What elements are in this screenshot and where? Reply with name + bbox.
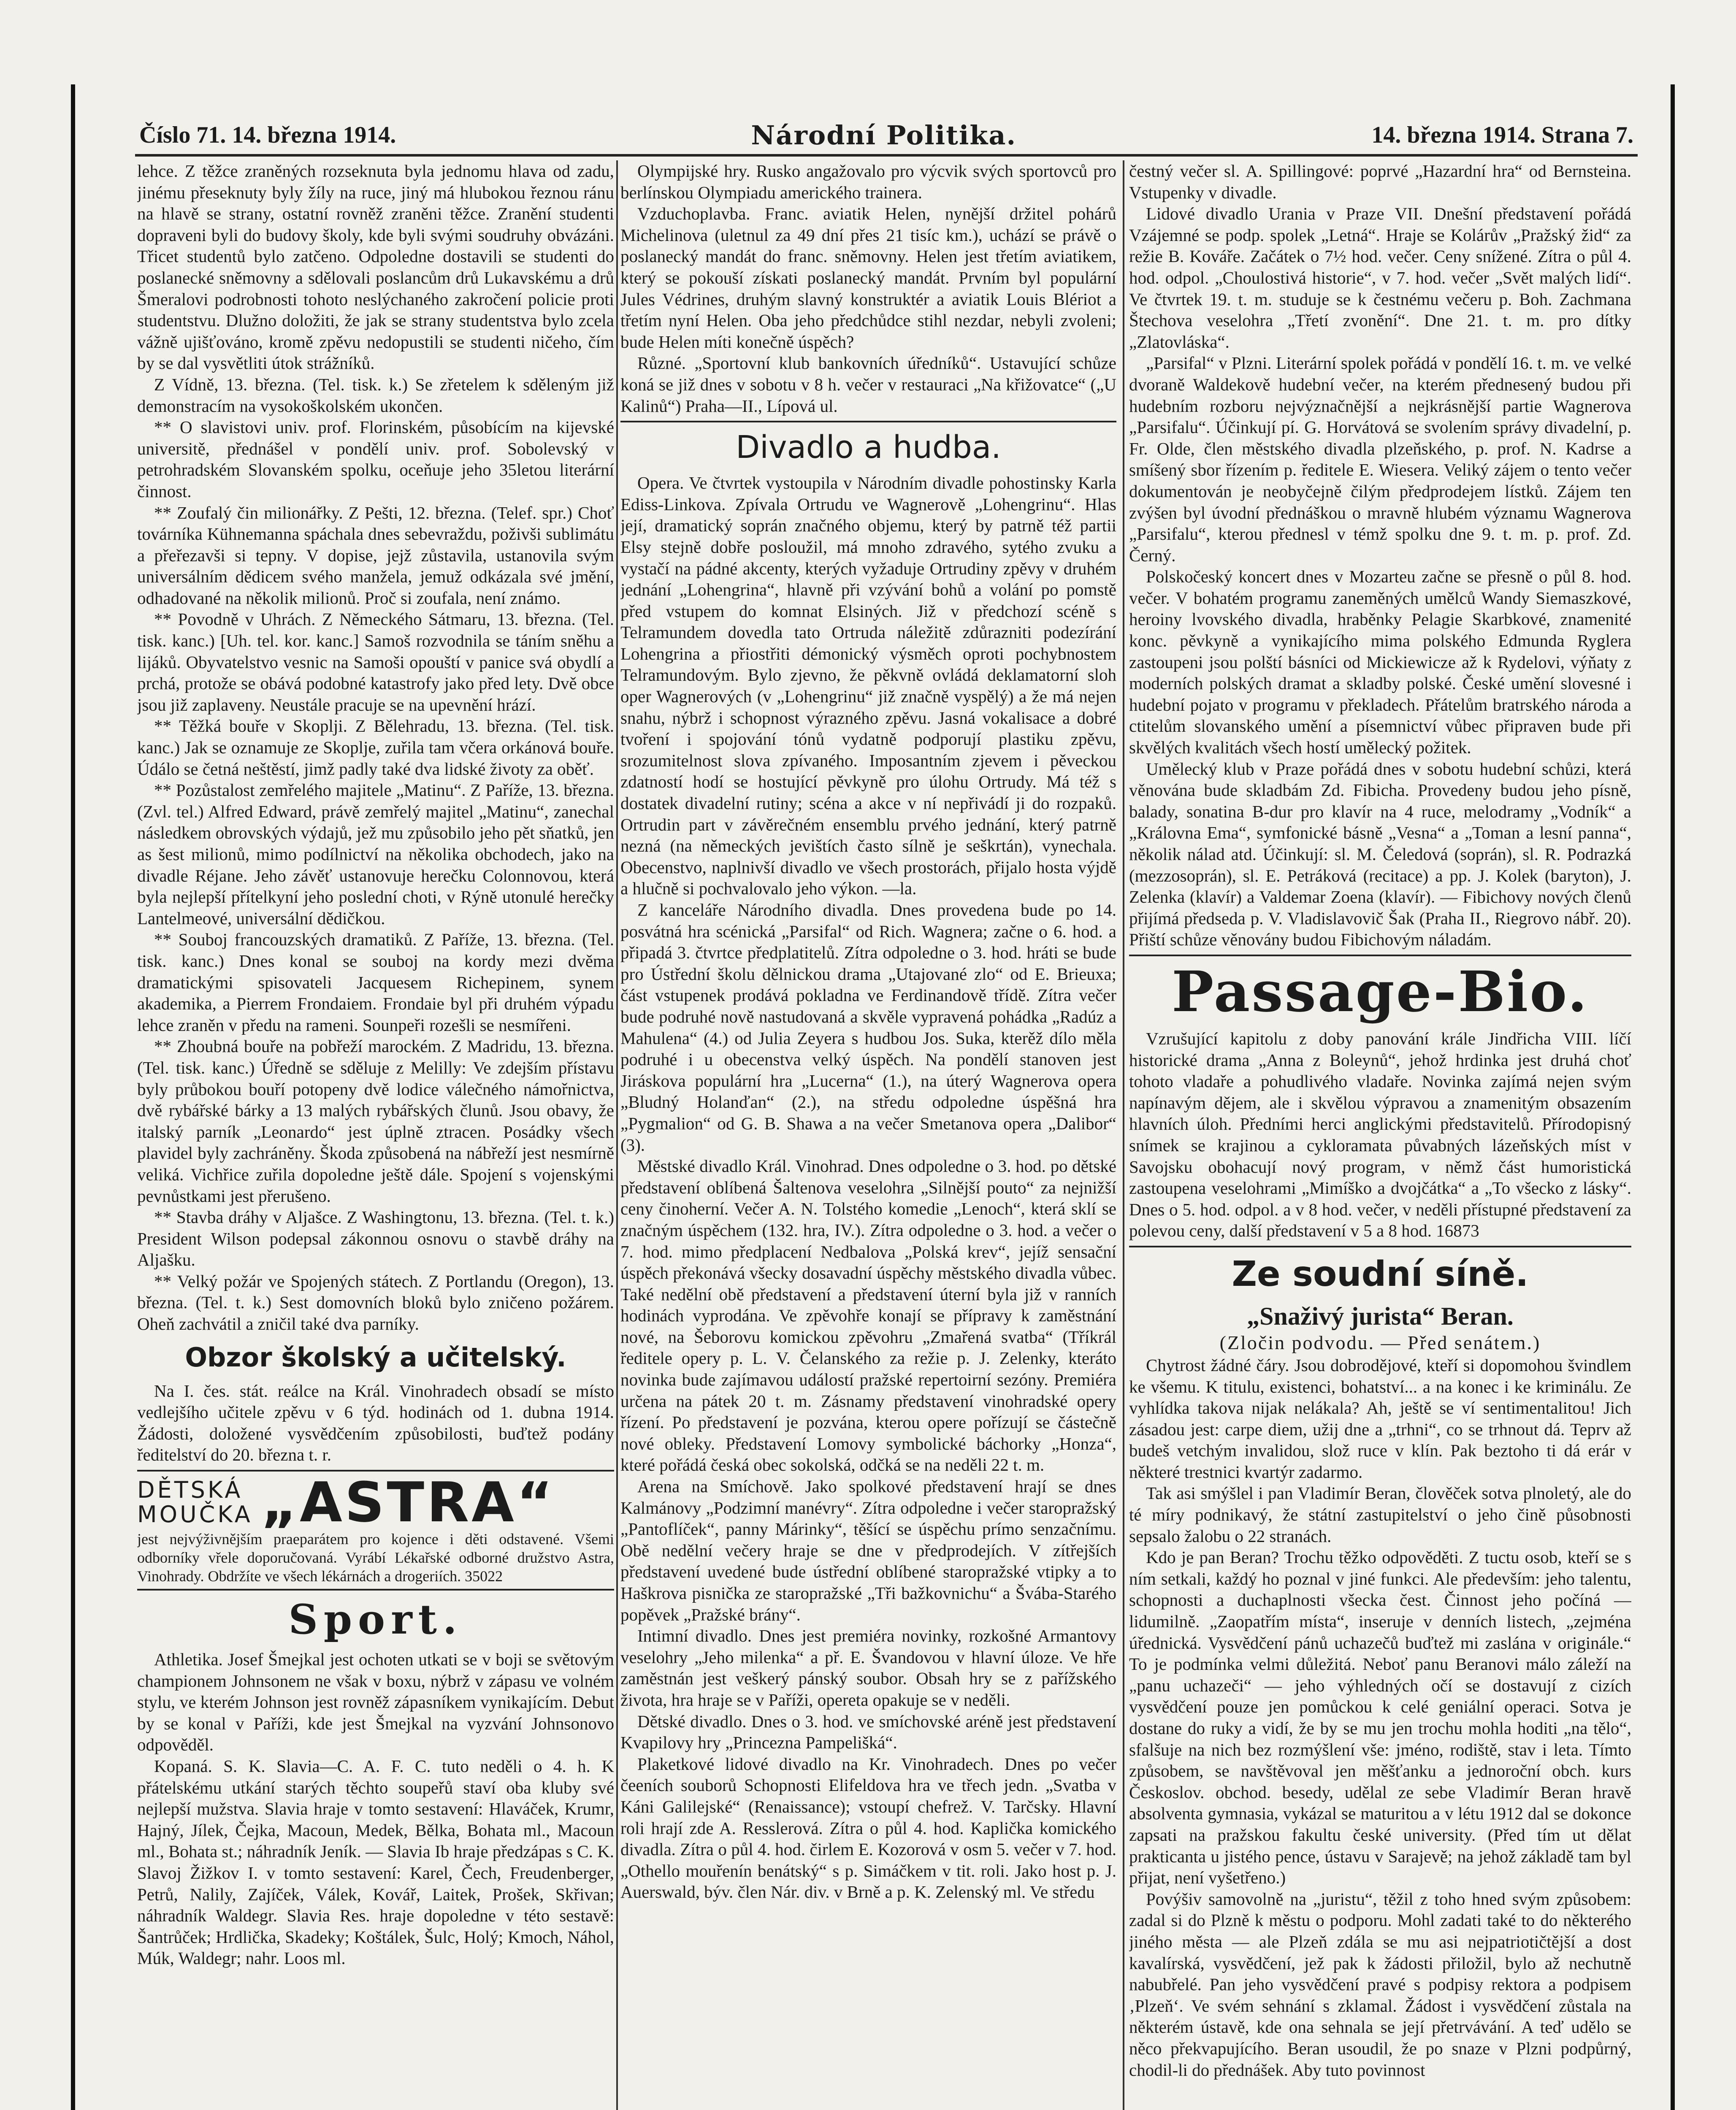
- news-item: Z kanceláře Národního divadla. Dnes provedena bude po 14. posvátná hra scénická „Parsifal“ od Rich. Wagnera; začne o 6. hod. a připadá 3. čtvrtce předplatitelů. Zítra odpoledne o 3. hod. hráti se bude pro Ústřední školu dělnickou drama „Utajované zlo“ od E. Brieuxa; část vstupenek prodává pokladna ve Ferdinandově třídě. Zítra večer bude podruhé nově nastudovaná a skvěle vypravená pohádka „Radúz a Mahulena“ (4.) od Julia Zeyera s hudbou Jos. Suka, kterěž dílo měla podruhé i u obecenstva velký úspěch. Na pondělí stanoven jest Jiráskova populární hra „Lucerna“ (1.), na úterý Wagnerova opera „Bludný Holanďan“ (2.), na středu odpoledne úspěšná hra „Pygmalion“ od G. B. Shawa a na večer Smetanova opera „Dalibor“ (3).: [620, 900, 1116, 1155]
- news-item: Athletika. Josef Šmejkal jest ochoten utkati se v boji se světovým championem Johnsonem ne však v boxu, nýbrž v zápasu ve volném stylu, ve kterém Johnson jest rovněž zápasníkem vynikajícím. Debut by se konal v Paříži, kde jest Šmejkal na vyzvání Johnsonovo odpověděl.: [137, 1650, 614, 1755]
- news-item: Kopaná. S. K. Slavia—C. A. F. C. tuto neděli o 4. h. K přátelskému utkání starých těchto soupeřů staví oba kluby své nejlepší mužstva. Slavia hraje v tomto sestavení: Hlaváček, Krumr, Hajný, Jílek, Čejka, Macoun, Medek, Bělka, Bohata ml., Macoun ml., Bohata st.; náhradník Jeník. — Slavia Ib hraje předzápas s C. K. Slavoj Žižkov I. v tomto sestavení: Karel, Čech, Freudenberger, Petrů, Nalily, Zajíček, Válek, Kovář, Laitek, Prošek, Skřivan; náhradník Waldegr. Slavia Res. hraje dopoledne v této sestavě: Šantrůček; Hrdlička, Skadeky; Koštálek, Šulc, Holý; Kmoch, Náhol, Múk, Waldegr; nahr. Loos ml.: [137, 1756, 614, 1968]
- news-item: Polskočeský koncert dnes v Mozarteu začne se přesně o půl 8. hod. večer. V bohatém programu zaneměných umělců Wandy Siemaszkové, heroiny lvovského divadla, hraběnky Pelagie Skarbkové, znamenité konc. pěvkyně a vynikajícího mima polského Edmunda Ryglera zastoupeni jsou polští básníci od Mickiewicze až k Rydelovi, výňaty z moderních polských dramat a skladby polské. České umění slovesné i hudební pojato v programu v překladech. Přátelům bratrského národa a ctitelům slovanského umění a písemnictví vůbec připraven bude při skvělých kvalitách všech hostí umělecký požitek.: [1129, 567, 1631, 757]
- ad-description: jest nejvýživnějším praeparátem pro kojence i děti odstavené. Všemi odborníky vřele doporučovaná. Vyrábí Lékařské odborné družstvo Astra, Vinohrady. Obdržíte ve všech lékárnách a drogeriích. 35022: [137, 1531, 614, 1585]
- ad-label: [137, 1478, 253, 1527]
- news-item: ** Povodně v Uhrách. Z Německého Sátmaru, 13. března. (Tel. tisk. kanc.) [Uh. tel. kor. kanc.] Samoš rozvodnila se táním sněhu a lijáků. Obyvatelstvo vesnic na Samoši opouští v panice svá obydlí a prchá, protože se obává podobné katastrofy jako před lety. Dvě obce jsou již zaplaveny. Neustále pracuje se na upevnění hrází.: [137, 609, 614, 714]
- masthead: [139, 116, 1633, 154]
- news-item: čestný večer sl. A. Spillingové: poprvé „Hazardní hra“ od Bernsteina. Vstupenky v divadle.: [1129, 161, 1631, 202]
- news-item: ** Zoufalý čin milionářky. Z Pešti, 12. března. (Telef. spr.) Choť továrníka Kühnemanna spáchala dnes sebevraždu, poživši sublimátu a přeřezavši si tepny. V dopise, jejž zůstavila, ustanovila svým universálním dědicem svého manžela, jemuž odkázala své jmění, odhadované na několik milionů. Proč si zoufala, není známo.: [137, 503, 614, 608]
- news-item: Lidové divadlo Urania v Praze VII. Dnešní představení pořádá Vzájemné se podp. spolek „Letná“. Hraje se Kolárův „Pražský žid“ za režie B. Kováře. Začátek o 7½ hod. večer. Ceny snížené. Zítra o půl 4. hod. odpol. „Choulostivá historie“, v 7. hod. večer „Svět malých lidí“. Ve čtvrtek 19. t. m. studuje se k čestnému večeru p. Boh. Zachmana Štechova veselohra „Třetí zvonění“. Dne 21. t. m. pro dítky „Zlatovláska“.: [1129, 204, 1631, 352]
- article-text: Chytrost žádné čáry. Jsou dobrodějové, kteří si dopomohou švindlem ke všemu. K titulu, existenci, bohatství... a na konec i ke kriminálu. Ze vyhlídka takova nijak nelákala? Ah, ještě se ví sentimentalitou! Jich zásadou jest: carpe diem, užij dne a „trhni“, co se trhnout dá. Teprv až budeš vetchým invalidou, slož ruce v klín. Pak beztoho ti dá erár v některé trestnici kvartýr zadarmo.: [1129, 1355, 1631, 1482]
- ad-label-line: DĚTSKÁ: [137, 1477, 243, 1504]
- news-item: Umělecký klub v Praze pořádá dnes v sobotu hudební schůzi, která věnována bude skladbám Zd. Fibicha. Provedeny budou jeho písně, balady, sonatina B-dur pro klavír na 4 ruce, melodramy „Vodník“ a „Královna Ema“, symfonické básně „Vesna“ a „Toman a lesní panna“, několik nálad atd. Účinkují: sl. M. Čeledová (soprán), sl. R. Podrazká (mezzosoprán), sl. E. Petráková (recitace) a pp. J. Kolek (baryton), J. Zelenka (klavír) a Valdemar Zoena (klavír). — Fibichovy nových členů přijímá předseda p. V. Vladislavovič Šak (Praha II., Riegrovo nábř. 20). Přiští schůze věnovány budou Fibichovým náladám.: [1129, 759, 1631, 950]
- section-heading: Obzor školský a učitelský.: [185, 1342, 566, 1373]
- article-subheadline: (Zločin podvodu. — Před senátem.): [1219, 1331, 1541, 1353]
- masthead-rule: [135, 154, 1638, 157]
- divider: [1129, 1246, 1631, 1247]
- news-item: Intimní divadlo. Dnes jest premiéra novinky, rozkošné Armantovy veselohry „Jeho milenka“ a př. E. Švandovou v hlavní úloze. Ve hře zaměstnán jest veškerý pánský soubor. Obsah hry se z pařížského života, hra hraje se v Paříži, opereta opakuje se v neděli.: [620, 1626, 1116, 1710]
- news-item: ** Souboj francouzských dramatiků. Z Paříže, 13. března. (Tel. tisk. kanc.) Dnes konal se souboj na kordy mezi dvěma dramatickými spisovateli Jacquesem Richepinem, synem akademika, a Pierrem Frondaiem. Frondaie byl při druhém výpadu lehce zraněn v předu na rameni. Sounpeři rozešli se nesmířeni.: [137, 930, 614, 1035]
- news-item: Na I. čes. stát. reálce na Král. Vinohradech obsadí se místo vedlejšího učitele zpěvu v 6 týd. hodinách od 1. dubna 1914. Žádosti, doložené vysvědčením způsobilosti, buďtež podány ředitelství do 20. března t. r.: [137, 1381, 614, 1465]
- column-3: [1129, 160, 1631, 2110]
- column-rule: [616, 160, 618, 2110]
- news-item: Dětské divadlo. Dnes o 3. hod. ve smíchovské aréně jest představení Kvapilovy hry „Princezna Pampelišká“.: [620, 1711, 1116, 1753]
- ad-brand: „ASTRA“: [261, 1470, 555, 1535]
- issue-number: Číslo 71. 14. března 1914.: [139, 122, 396, 148]
- article-text: Tak asi smýšlel i pan Vladimír Beran, člověček sotva plnoletý, ale do té míry podnikavý, že státní zastupitelství o jeho čině působnosti sepsalo žalobu o 22 stranách.: [1129, 1483, 1631, 1546]
- news-item: ** O slavistovi univ. prof. Florinském, působícím na kijevské universitě, přednášel v pondělí univ. prof. Sobolevský v petrohradském Slovanském spolku, oceňuje jeho 35letou literární činnost.: [137, 417, 614, 501]
- article-headline: „Snaživý jurista“ Beran.: [1247, 1302, 1514, 1330]
- article-text: Povýšiv samovolně na „juristu“, těžil z toho hned svým způsobem: zadal si do Plzně k městu o podporu. Mohl zadati také to do některého jiného města — ale Plzeň zdála se mu asi nejpatriotičtější a dost kavalírská, vysvědčení, jež pak k žádosti přiložil, bylo až nechutně nabubřelé. Pan jeho vysvědčení pravé s podpisy rektora a podpisem ‚Plzeň‘. Ve svém sehnání s zklamal. Žádost i vysvědčení zůstala na některém ústavě, kde ona sehnala se její přetrvávání. A teď udělo se něco překvapujícího. Beran usoudil, že po snaze v Plzni podpůrný, chodil-li do přednášek. Aby tuto povinnost: [1129, 1889, 1631, 2080]
- column-rule: [1123, 160, 1124, 2110]
- news-item: Různé. „Sportovní klub bankovních úředníků“. Ustavující schůze koná se již dnes v sobotu v 8 h. večer v restauraci „Na křižovatce“ („U Kalinů“) Praha—II., Lípová ul.: [620, 353, 1116, 416]
- article-text: lehce. Z těžce zraněných rozseknuta byla jednomu hlava od zadu, jinému přeseknuty byly žíly na ruce, jiný má hlubokou řeznou ránu na hlavě se strany, ostatní rovněž zraněni těžce. Zranění studenti dopraveni byli do budovy školy, kde byli svými soudruhy obvázáni. Třicet studentů bylo zatčeno. Odpoledne dostavili se studenti do poslanecké sněmovny a sdělovali poslancům drů Lukavskému a drů Šmeralovi podrobnosti tohoto neslýchaného zakročení policie proti studentstvu. Dlužno doložiti, že jak se strany studentstva bylo zcela vážně ujišťováno, kromě zpěvu nedopustili se studenti ničeho, čím by se dal vysvětliti útok strážníků.: [137, 161, 614, 373]
- issue-date-page: 14. března 1914. Strana 7.: [1371, 122, 1633, 148]
- section-heading: Divadlo a hudba.: [736, 429, 1001, 466]
- divider: [620, 421, 1116, 422]
- article-text: Kdo je pan Beran? Trochu těžko odpověděti. Z tuctu osob, kteří se s ním setkali, každý ho poznal v jiné funkci. Ale především: jeho talentu, schopnosti a duchaplnosti všecka čest. Činnost jeho počíná — lidumilně. „Zaopatřím místa“, inseruje v denních listech, „zejména úřednická. Vysvědčení pánů uchazečů buďtež mi zaslána v originále.“ To je podmínka velmi důležitá. Neboť panu Beranovi málo záleží na „panu uchazeči“ — jeho výhledných očí se dostavují z cizích vysvědčení pouze jen pomůckou k celé geniální operaci. Sotva je dostane do ruky a vidí, že by se mu jen trochu mohla hoditi „na tělo“, sfalšuje na nich bez rozmýšlení vše: jméno, rodiště, stav i leta. Tímto způsobem, se navštěvoval jen měšťanku a jednoroční obch. kurs Českoslov. obchod. besedy, udělal ze sebe Vladimír Beran hravě absolventa gymnasia, vykázal se maturitou a v létu 1912 dal se dokonce zapsati na pražskou fakultu české university. (Před tím ut dělat prakticanta u jistého pence, ústavu v Sarajevě; na jehož základě tam byl přijat, není vyšetřeno.): [1129, 1547, 1631, 1888]
- news-item: Olympijské hry. Rusko angažovalo pro výcvik svých sportovců pro berlínskou Olympiadu amerického trainera.: [620, 161, 1116, 202]
- section-heading: Ze soudní síně.: [1232, 1254, 1529, 1294]
- news-item: ** Pozůstalost zemřelého majitele „Matinu“. Z Paříže, 13. března. (Zvl. tel.) Alfred Edward, právě zemřelý majitel „Matinu“, zanechal následkem obrovských výdajů, jež mu způsobilo jeho pět sňatků, jen as šest milionů, mimo podílnictví na několika obchodech, jako na divadle Réjane. Jeho závěť ustanovuje herečku Colonnovou, která byla nejlepší přítelkyní jeho poslední choti, v Rýně utonulé herečky Lantelmeové, universální dědičkou.: [137, 780, 614, 928]
- news-item: ** Stavba dráhy v Aljašce. Z Washingtonu, 13. března. (Tel. t. k.) President Wilson podepsal zákonnou osnovu o stavbě dráhy na Aljašku.: [137, 1207, 614, 1270]
- column-1: [137, 160, 614, 2110]
- ad-text: Vzrušující kapitolu z doby panování krále Jindřicha VIII. líčí historické drama „Anna z Boleynů“, jehož hrdinka jest druhá choť tohoto vladaře a pohudlivého vladaře. Novinka zajímá nejen svým napínavým dějem, ale i skvělou výpravou a znamenitým obsazením hlavních úloh. Předními herci anglickými představitelů. Přírodopisný snímek se krajinou a cykloramata půvabných lázeňských míst v Savojsku obohacují nový program, v němž část humoristická zastoupena veselohrami „Mimíško a dvojčátka“ a „To všecko z lásky“. Dnes o 5. hod. odpol. a v 8 hod. večer, v neděli přístupné představení za polevou ceny, další představení v 5 a 8 hod. 16873: [1129, 1028, 1631, 1241]
- news-item: Vzduchoplavba. Franc. aviatik Helen, nynější držitel pohárů Michelinova (uletnul za 49 dní přes 21 tisíc km.), uchází se právě o poslanecký mandát do franc. sněmovny. Helen jest třetím aviatikem, který se pokouší získati poslanecký mandát. Prvním byl populární Jules Védrines, druhým slavný konstruktér a aviatik Louis Blériot a třetím nyní Helen. Oba jeho předchůdce stihl nezdar, nebyli zvoleni; bude Helen míti konečně úspěch?: [620, 204, 1116, 352]
- news-item: Opera. Ve čtvrtek vystoupila v Národním divadle pohostinsky Karla Ediss-Linkova. Zpívala Ortrudu ve Wagnerově „Lohengrinu“. Hlas její, dramatický soprán značného objemu, který by patrně též partii Elsy stejně dobře posloužil, má mnoho zdravého, sytého zvuku a vystačí na pádné akcenty, kterých vyžaduje Ortrudiny zpěvy v druhém jednání „Lohengrina“, hlavně při vzývání bohů a volání po pomstě před vstupem do komnat Elsiných. Již v předchozí scéně s Telramundem dovedla tato Ortruda náležitě zdůrazniti podezírání Lohengrina a přiostřiti démonický výsměch oproti pochybnostem Telramundovým. Bylo zjevno, že pěkvně ovládá deklamatorní sloh oper Wagnerových (v „Lohengrinu“ již značně vyspělý) a že má nejen snahu, nýbrž i schopnost výrazného zpěvu. Jasná vokalisace a dobré tvoření i spojování tónů vydatně podporují plastiku zpěvu, srozumitelnost slova zpívaného. Imposantním zjevem i pěveckou zdatností hodí se hostující pěvkyně pro úlohu Ortrudy. Má též s dostatek divadelní rutiny; scéna a akce v ní nepřivádí ji do rozpaků. Ortrudin part v závěrečném ensemblu prvého jednání, který patrně nezná (na německých jevištích často sílně je seškrtán), vynechala. Obecenstvo, naplnivší divadlo ve všech prostorách, přijalo hosta výjdě a hlučně si pochvalovalo jeho výkon. —la.: [620, 473, 1116, 898]
- ad-label-line: MOUČKA: [137, 1501, 253, 1528]
- news-item: Z Vídně, 13. března. (Tel. tisk. k.) Se zřetelem k sděleným již demonstracím na vysokoškolském ukončen.: [137, 374, 614, 416]
- astra-advertisement: [137, 1470, 614, 1591]
- passage-bio-advertisement: Passage-Bio.: [1172, 959, 1589, 1025]
- newspaper-title: Národní Politika.: [751, 119, 1017, 151]
- news-item: Arena na Smíchově. Jako spolkové představení hrají se dnes Kalmánovy „Podzimní manévry“. Zítra odpoledne i večer staropražský „Pantoflíček“, panny Márinky“, těšící se úspěchu prímo senzačnímu. Obě nedělní večery hraje se dne v předprodejích. V zítřejších představení uvedené bude ústřední oblíbené staropražské vtipky a to Haškrova pisnička ze staropražské „Tři bažkovnichu“ a Švába-Starého popěvek „Pražské brány“.: [620, 1477, 1116, 1624]
- section-heading: Sport.: [288, 1596, 463, 1644]
- news-item: „Parsifal“ v Plzni. Literární spolek pořádá v pondělí 16. t. m. ve velké dvoraně Waldekově hudební večer, na kterém přednesený budou při hudebním rozboru nejvýznačnější a nejkrásnější partie Wagnerova „Parsifalu“. Účinkují pí. G. Horvátová se svolením správy divadelní, p. Fr. Olde, člen městského divadla plzeňského, p. prof. N. Kadrse a smíšený sbor řízením p. ředitele E. Wiesera. Veliký zájem o tento večer dokumentován je neobyčejně čilým předprodejem lístků. Zájem ten zvýšen byl úvodní přednáškou o mravně hlubém významu Wagnerova „Parsifalu“, kterou přednesl v témž spolku dne 9. t. m. p. prof. Zd. Černý.: [1129, 353, 1631, 565]
- column-2: [620, 160, 1116, 2110]
- news-item: Plaketkové lidové divadlo na Kr. Vinohradech. Dnes po večer čeeních souborů Schopnosti Elifeldova hra ve třech jedn. „Svatba v Káni Galilejské“ (Renaissance); vstoupí chefrež. V. Tarčsky. Hlavní roli hrají zde A. Resslerová. Zítra o půl 4. hod. Kaplička komického divadla. Zítra o půl 4. hod. čirlem E. Kozorová v osm 5. večer v 7. hod. „Othello mouřenín benátský“ s p. Simáčkem v tit. roli. Jako host p. J. Auerswald, býv. člen Nár. div. v Brně a p. K. Zelenský ml. Ve středu: [620, 1754, 1116, 1902]
- news-item: ** Zhoubná bouře na pobřeží marockém. Z Madridu, 13. března. (Tel. tisk. kanc.) Úředně se sděluje z Melilly: Ve zdejším přístavu byly průbokou bouří potopeny dvě lodice válečného námořnictva, dvě rybářské bárky a 13 malých rybářských člunů. Jsou obavy, že italský parník „Leonardo“ jest úplně ztracen. Posádky všech plavidel byly zachráněny. Škoda způsobená na nábřeží jest nesmírně veliká. Vichřice zuřila dopoledne ještě dále. Spojení s vojenskými pevnůstkami jest přerušeno.: [137, 1036, 614, 1206]
- news-item: ** Těžká bouře v Skoplji. Z Bělehradu, 13. března. (Tel. tisk. kanc.) Jak se oznamuje ze Skoplje, zuřila tam včera orkánová bouře. Údálo se četná neštěstí, jimž padly také dva lidské životy za oběť.: [137, 716, 614, 779]
- news-item: ** Velký požár ve Spojených státech. Z Portlandu (Oregon), 13. března. (Tel. t. k.) Sest domovních bloků bylo zničeno požárem. Oheň zachvátil a zničil také dva parníky.: [137, 1271, 614, 1334]
- ad-header: [137, 1470, 614, 1535]
- divider: [1129, 955, 1631, 956]
- news-item: Městské divadlo Král. Vinohrad. Dnes odpoledne o 3. hod. po dětské představení oblíbená Šaltenova veselohra „Silnější pouto“ za nejnižší ceny činoherní. Večer A. N. Tolstého komedie „Lenoch“, která sklí se značným úspěchem (132. hra, IV.). Zítra odpoledne o 3. hod. a večer o 7. hod. mimo předplacení Nedbalova „Polská krev“, jejíž sensační úspěch překonává všecky dosavadní úspěchy městského divadla vůbec. Také nedělní obě představení a představení úterní byla již v ranních hodinách vyprodána. Ve zpěvohře konají se přípravy k zaměstnání nové, na Šeborovu komickou zpěvohru „Zmařená svatba“ (Tříkrál ředitele opery p. L. V. Čelanského za režie p. J. Zelenky, kteráto novinka bude zajímavou událostí pražské repertoirní sezóny. Premiéra určena na pátek 20 t. m. Zásnamy představení vinohradské opery řízení. Po představení je pozvána, kterou opere pořízují se částečně nové obleky. Představení Lomovy symbolické báchorky „Honza“, které pořádá česká obec sokolská, odčká se na neděli 22 t. m.: [620, 1156, 1116, 1475]
